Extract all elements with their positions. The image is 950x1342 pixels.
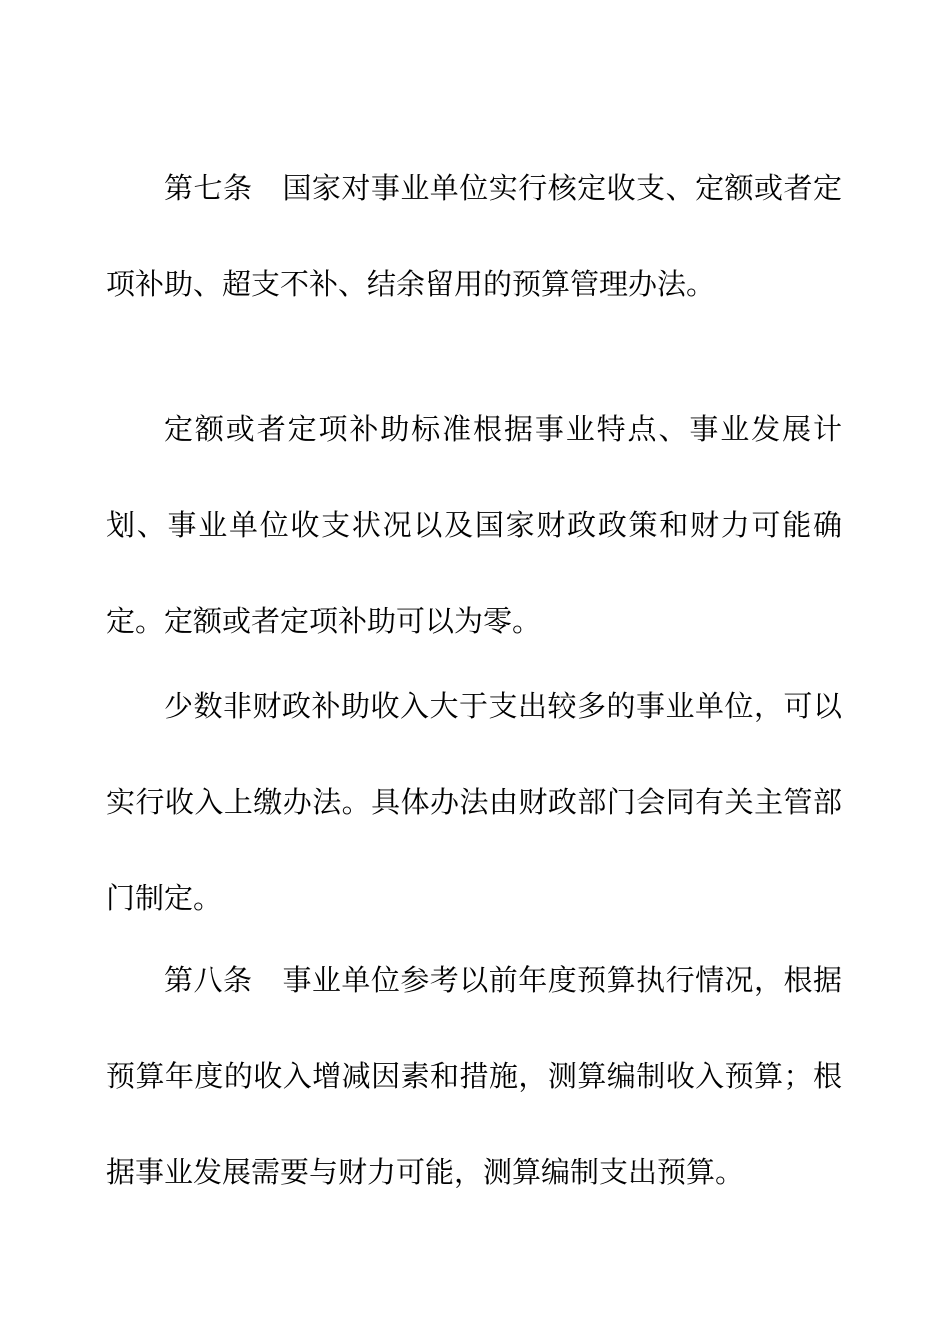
paragraph-revenue-remittance: [106, 658, 842, 946]
paragraph-text: 国家对事业单位实行核定收支、定额或者定项补助、超支不补、结余留用的预算管理办法。: [106, 171, 842, 301]
article-label: 第七条: [164, 171, 253, 205]
paragraph-text: 事业单位参考以前年度预算执行情况，根据预算年度的收入增减因素和措施，测算编制收入预算；根据事业发展需要与财力可能，测算编制支出预算。: [106, 963, 842, 1189]
paragraph-article-7: [106, 140, 842, 332]
paragraph-text: 定额或者定项补助标准根据事业特点、事业发展计划、事业单位收支状况以及国家财政政策和财力可能确定。定额或者定项补助可以为零。: [106, 412, 842, 638]
paragraph-text: 少数非财政补助收入大于支出较多的事业单位，可以实行收入上缴办法。具体办法由财政部门会同有关主管部门制定。: [106, 689, 842, 915]
article-label: 第八条: [164, 963, 253, 997]
paragraph-quota-standard: [106, 381, 842, 669]
paragraph-article-8: [106, 932, 842, 1220]
